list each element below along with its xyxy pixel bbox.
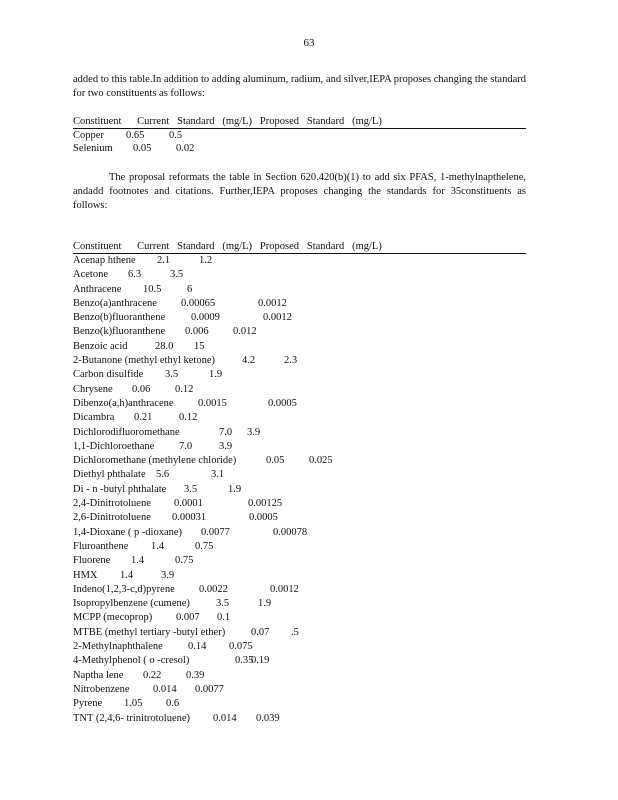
table-row	[73, 254, 526, 268]
proposed-standard: 0.19	[251, 655, 270, 667]
proposed-standard: .5	[291, 626, 299, 638]
proposed-standard: 0.0012	[270, 583, 299, 595]
table-row	[73, 368, 526, 382]
current-standard: 0.014	[213, 712, 237, 724]
current-standard: 10.5	[143, 283, 162, 295]
proposed-standard: 15	[194, 340, 205, 352]
constituent-name: Benzo(b)fluoranthene	[73, 312, 166, 324]
table-row	[73, 697, 526, 711]
proposed-standard: 0.0005	[249, 512, 278, 524]
table-row	[73, 511, 526, 525]
proposed-standard: 0.75	[195, 540, 214, 552]
proposed-standard: 6	[187, 283, 193, 295]
current-standard: 0.014	[153, 683, 177, 695]
table-row	[73, 454, 526, 468]
constituent-name: 2,6-Dinitrotoluene	[73, 512, 151, 524]
proposed-standard: 0.0005	[268, 397, 297, 409]
constituent-name: 1,4-Dioxane ( p -dioxane)	[73, 526, 183, 538]
constituent-name: Dichlorodifluoromethane	[73, 426, 180, 438]
table-row	[73, 325, 526, 339]
table-row	[73, 283, 526, 297]
constituent-name: Acetone	[73, 269, 108, 281]
constituent-name: Benzo(a)anthracene	[73, 297, 157, 309]
constituent-name: Di - n -butyl phthalate	[73, 483, 167, 495]
constituent-name: Nitrobenzene	[73, 683, 130, 695]
current-standard: 0.05	[266, 455, 285, 467]
constituent-name: Selenium	[73, 143, 113, 154]
current-standard: 1.4	[131, 555, 145, 567]
table-row	[73, 712, 526, 726]
current-standard: 5.6	[156, 469, 170, 481]
table-row	[73, 354, 526, 368]
current-standard: 0.65	[126, 130, 145, 141]
proposed-standard: 0.012	[233, 326, 257, 338]
table-row	[73, 526, 526, 540]
constituent-name: HMX	[73, 569, 98, 581]
table-row	[73, 554, 526, 568]
proposed-standard: 3.5	[170, 269, 184, 281]
table-row	[73, 268, 526, 282]
table-row	[73, 626, 526, 640]
proposed-standard: 0.075	[229, 641, 253, 653]
current-standard: 0.05	[133, 143, 152, 154]
current-standard: 0.0015	[198, 397, 227, 409]
constituent-name: Pyrene	[73, 698, 103, 710]
constituent-name: Dicambra	[73, 412, 115, 424]
proposed-standard: 0.75	[175, 555, 194, 567]
table-row	[73, 569, 526, 583]
proposed-standard: 0.1	[217, 612, 231, 624]
current-standard: 2.1	[157, 255, 171, 266]
proposed-standard: 0.039	[256, 712, 280, 724]
current-standard: 0.35	[235, 655, 254, 667]
current-standard: 0.0001	[174, 498, 203, 510]
proposed-standard: 1.2	[199, 255, 213, 266]
constituent-name: MCPP (mecoprop)	[73, 612, 153, 624]
constituent-name: Isopropylbenzene (cumene)	[73, 598, 190, 610]
table-row	[73, 583, 526, 597]
current-standard: 7.0	[219, 426, 233, 438]
constituent-name: Copper	[73, 130, 104, 141]
constituent-name: Benzo(k)fluoranthene	[73, 326, 166, 338]
constituent-name: Diethyl phthalate	[73, 469, 146, 481]
constituent-name: Carbon disulfide	[73, 369, 144, 381]
proposed-standard: 1.9	[258, 598, 272, 610]
current-standard: 0.007	[176, 612, 200, 624]
proposed-standard: 0.39	[186, 669, 205, 681]
current-standard: 1.4	[151, 540, 165, 552]
current-standard: 0.21	[134, 412, 153, 424]
proposed-standard: 2.3	[284, 355, 298, 367]
proposed-standard: 3.9	[247, 426, 261, 438]
proposed-standard: 0.0077	[195, 683, 224, 695]
table-row	[73, 297, 526, 311]
table-row	[73, 129, 526, 142]
constituent-name: Fluroanthene	[73, 540, 129, 552]
table-row	[73, 497, 526, 511]
table2-body	[73, 254, 526, 726]
proposed-standard: 0.0012	[258, 297, 287, 309]
table-row	[73, 383, 526, 397]
current-standard: 0.006	[185, 326, 209, 338]
proposed-standard: 0.00125	[248, 498, 283, 510]
current-standard: 1.05	[124, 698, 143, 710]
proposed-standard: 0.12	[175, 383, 194, 395]
current-standard: 0.0009	[191, 312, 220, 324]
table-row	[73, 640, 526, 654]
proposed-standard: 0.00078	[273, 526, 308, 538]
reformat-paragraph: The proposal reformats the table in Section 620.420(b)(1) to add six PFAS, 1-methylnapthelene, andadd footnotes and citations. Further,IEPA proposes changing the standards for 35constituents as follows:	[73, 172, 526, 211]
table-row	[73, 669, 526, 683]
constituent-name: Dibenzo(a,h)anthracene	[73, 397, 174, 409]
constituent-name: Chrysene	[73, 383, 113, 395]
constituent-name: Anthracene	[73, 283, 122, 295]
table1-body	[73, 129, 526, 155]
table-row	[73, 483, 526, 497]
constituent-name: 2,4-Dinitrotoluene	[73, 498, 151, 510]
table-row	[73, 540, 526, 554]
constituent-name: 2-Butanone (methyl ethyl ketone)	[73, 355, 216, 367]
current-standard: 7.0	[179, 440, 193, 452]
current-standard: 0.0077	[201, 526, 230, 538]
table-row	[73, 411, 526, 425]
proposed-standard: 0.0012	[263, 312, 292, 324]
constituent-name: Dichloromethane (methylene chloride)	[73, 455, 237, 467]
proposed-standard: 1.9	[228, 483, 242, 495]
table-row	[73, 468, 526, 482]
constituent-name: 2-Methylnaphthalene	[73, 641, 163, 653]
current-standard: 0.00065	[181, 297, 216, 309]
table-row	[73, 440, 526, 454]
proposed-standard: 3.9	[161, 569, 175, 581]
page-number: 63	[303, 37, 315, 49]
current-standard: 0.0022	[199, 583, 228, 595]
constituent-name: Acenap hthene	[73, 255, 136, 266]
constituent-name: TNT (2,4,6- trinitrotoluene)	[73, 712, 191, 724]
current-standard: 3.5	[216, 598, 230, 610]
proposed-standard: 0.025	[309, 455, 333, 467]
table-row	[73, 426, 526, 440]
current-standard: 3.5	[165, 369, 179, 381]
table-row	[73, 611, 526, 625]
current-standard: 6.3	[128, 269, 142, 281]
constituent-name: Naptha lene	[73, 669, 124, 681]
proposed-standard: 1.9	[209, 369, 223, 381]
constituent-name: 4-Methylphenol ( o -cresol)	[73, 655, 190, 667]
table-row	[73, 597, 526, 611]
table-row	[73, 340, 526, 354]
proposed-standard: 0.12	[179, 412, 198, 424]
proposed-standard: 0.6	[166, 698, 180, 710]
current-standard: 0.14	[188, 641, 207, 653]
proposed-standard: 0.5	[169, 130, 183, 141]
constituent-name: Benzoic acid	[73, 340, 128, 352]
proposed-standard: 3.1	[211, 469, 225, 481]
constituent-name: MTBE (methyl tertiary -butyl ether)	[73, 626, 226, 638]
table-row	[73, 311, 526, 325]
constituent-name: Indeno(1,2,3-c,d)pyrene	[73, 583, 175, 595]
current-standard: 28.0	[155, 340, 174, 352]
table1-header: Constituent Current Standard (mg/L) Proposed Standard (mg/L)	[73, 116, 526, 129]
current-standard: 3.5	[184, 483, 198, 495]
current-standard: 4.2	[242, 355, 256, 367]
constituent-name: 1,1-Dichloroethane	[73, 440, 155, 452]
constituent-name: Fluorene	[73, 555, 111, 567]
proposed-standard: 0.02	[176, 143, 195, 154]
table-row	[73, 683, 526, 697]
table2-header: Constituent Current Standard (mg/L) Proposed Standard (mg/L)	[73, 241, 526, 254]
table-row	[73, 142, 526, 155]
table-row	[73, 397, 526, 411]
current-standard: 1.4	[120, 569, 134, 581]
current-standard: 0.07	[251, 626, 270, 638]
current-standard: 0.22	[143, 669, 162, 681]
current-standard: 0.06	[132, 383, 151, 395]
current-standard: 0.00031	[172, 512, 207, 524]
table-row	[73, 654, 526, 668]
proposed-standard: 3.9	[219, 440, 233, 452]
intro-paragraph: added to this table.In addition to adding aluminum, radium, and silver,IEPA proposes changing the standard for two constituents as follows:	[73, 74, 526, 99]
